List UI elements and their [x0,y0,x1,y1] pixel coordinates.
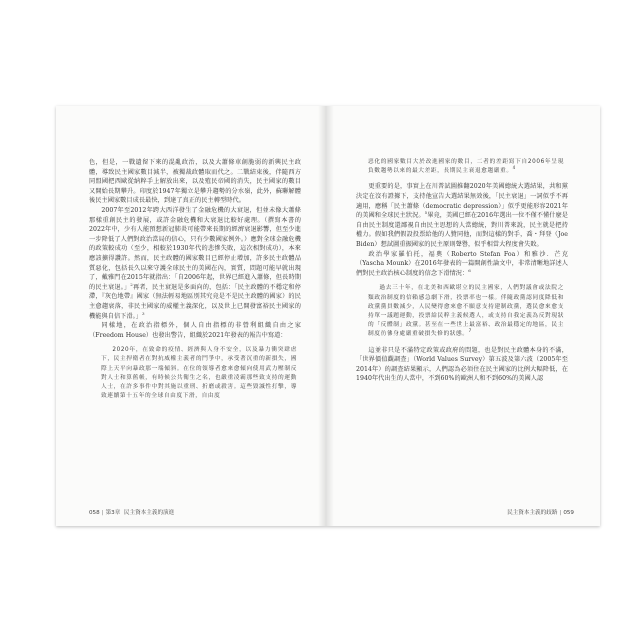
paragraph [356,182,568,249]
book-spread [56,106,600,526]
paragraph-text: 政治學家羅伯托，福奧（Roberto Stefan Foa）和雅沙．芒克（Yascha Mounk）在2016年發表的一篇開創性論文中，非常清晰地詳述人們對民主政治核心制度的信念下滑情況： [356,250,568,277]
page-footer-right [507,508,574,516]
footnote-marker: 3 [142,310,145,316]
folio-divider: | [559,510,562,516]
page-number: 058 [89,510,100,516]
footnote-marker: 7 [468,328,472,334]
folio-divider: | [101,510,104,516]
chapter-label: 第3章 [105,510,121,516]
paragraph-text: 畢竟，美國已經在2016年選出一位不僅不懂什麼是自由民主制度還鄙視自由民主思想的人當總統，對川普來說，民主就是把持權力。假如我們假設投票給他的人贊同他，而對這樣的對手，喬・拜登（Joe Biden）想試圖重振國家的民主原則聲譽，似乎相當大程度會失敗。 [356,212,568,248]
block-quote-continued [368,158,564,176]
paragraph-text: 更重要的是，事實上在川普試圖推翻2020年美國總統大選結果，共和黨決定在沒有證據下，支持他宣告大選結果無效後，「民主衰退」一詞似乎不再適用，應稱「民主蕭條（democratic depression）」似乎更能形容2021年的美國和全球民主狀況。 [356,183,568,220]
quote-text: 惡化的國家數目大於改進國家的數目，二者的差距寫下自2006年呈現負數趨勢以來的最大差距，長期民主衰退愈趨嚴重。 [368,159,564,175]
paragraph [356,250,568,279]
right-text-block [356,158,568,500]
chapter-title: 民主資本主義的演進 [123,510,175,516]
paragraph-text: 色，但是，一戰遺留下來的混亂政治，以及大蕭條車創脆弱的新興民主政體，導致民主國家數目減半，被獨裁政體取而代之。二戰結束後，伴隨西方同盟國把西歐從納粹手上解放出來，以及殖民帝國的消失，民主國家的數目又開始長期攀升。印度於1947年獨立是攀升趨勢的分水嶺，此外，蘇聯解體後民主國家數目成長最快，到達了真正的民主轉型時代。 [89,159,301,205]
paragraph-text: 這並非只是不滿特定政策或政府的問題，也是對民主政體本身的不滿，「世界價值觀調查」（World Values Survey）第五波及第六波（2005年至2014年）的調查結果顯示，人們認為必須住在民主國家的比例大幅降低，在1940年代出生的人當中，不到60%的歐洲人和不到60%的美國人認 [356,346,568,383]
page-number: 059 [563,510,574,516]
paragraph-text: 2007年至2012年跨大西洋發生了金融危機的大衰退，但並未像大蕭條那樣重創民主的發展，或許金融危機和大衰退比較好處理。（撰寫本書的2022年中，少有人能預想新冠肺炎可能帶來長期的經濟衰退影響，但至少進一步降低了人們對政治當局的信心，只有少數國家例外。）應對全球金融危機的政策較成功（至少，相較於1930年代的悲慘失敗，這次相對成功），本來應該擴得讚許。然而，民主政體的國家數目已經停止增加，許多民主政體品質惡化，包括長久以來守護全球民主的美國在內，實質，問題可能早就出現了，戴雅門在2015年就指出：「自2006年起，世界已經進入蕭條，但長時期的民主衰退。」 [89,206,301,291]
quote-text: 2020年，在致命的疫情、經濟與人身不安全，以及暴力衝突肆虐下，民主捍衛者在對抗威權主義者的鬥爭中，承受著沉重的新損失，國際上天平向暴政那一端傾斜。在位的領導者愈來愈傾向使用武力壓制反對人士和算舊帳，有時候公共衛生之名，也嚴重凌霸那些致支持的運動人士，在許多事件中對其施以重刑、折磨或殺害。這些毀滅性打擊，導致連續第十五年的全球自由度下滑，自由度 [101,347,297,400]
paragraph [356,346,568,384]
left-page [56,106,328,526]
paragraph [89,158,301,206]
paragraph [89,321,301,340]
footnote-marker: 6 [468,267,471,273]
footnote-marker: 2 [130,281,133,287]
quote-text: 過去三十年，在北美和西歐堪立的民主國家，人們對議會或法院之類政治制度的信賴感急劇下滑，投票率也一樣。伴隨政黨認同度降低和政黨黨員數減少，人民變得愈來愈不願意支持建制政黨，選民愈來愈支持單一議題運動，投票給民粹主義候選人，或支持自我定義為反對現狀的「反體制」政黨。甚至在一些世上最富裕、政治最穩定的地區，民主制度彷彿身處嚴重破損失修的狀態。 [368,285,564,338]
left-text-block [89,158,301,500]
footnote-marker: 4 [512,165,516,171]
footnote-marker: 5 [424,210,428,216]
block-quote [101,346,297,401]
right-page [328,106,600,526]
paragraph [89,206,301,321]
paragraph-text: 再者，民主衰退是多面向的，包括：「民主政體的不穩定和停滯，『灰色地帶』國家（無法輕易地區別其究竟是不是民主政體的國家）的民主愈趨衰落，非民主國家的威權主義深化，以及世上已開發富裕民主國家的機能與自信下滑。」 [89,283,301,320]
chapter-title: 民主資本主義的歧路 [507,510,558,516]
block-quote [368,284,564,339]
paragraph-text: 同樣地，在政治指標外，個人自由指標的非營利組織自由之家（Freedom House）也發出警告，組織於2021年發表的報告中寫道： [89,322,301,339]
page-footer-left [89,508,174,516]
